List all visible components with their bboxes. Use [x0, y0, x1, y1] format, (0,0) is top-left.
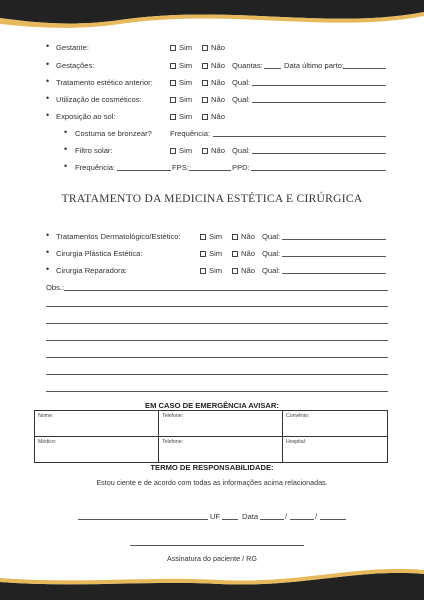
- sim-checkbox[interactable]: Sim: [170, 43, 192, 52]
- obs-line[interactable]: [46, 374, 388, 375]
- label-cosmeticos: Utilização de cosméticos:: [56, 95, 142, 104]
- sim-checkbox[interactable]: Sim: [170, 112, 192, 121]
- qual-input[interactable]: [252, 85, 386, 86]
- sim-checkbox[interactable]: Sim: [170, 146, 192, 155]
- sim-checkbox[interactable]: Sim: [170, 61, 192, 70]
- day-input[interactable]: [260, 519, 284, 520]
- sim-checkbox[interactable]: Sim: [200, 249, 222, 258]
- signature-label: Assinatura do paciente / RG: [167, 554, 257, 563]
- qual-input[interactable]: [252, 153, 386, 154]
- medico-cell[interactable]: Médico:: [35, 437, 159, 463]
- label-qual: Qual:: [232, 146, 251, 155]
- label-obs: Obs.:: [46, 283, 65, 292]
- label-ultimo-parto: Data último parto:: [284, 61, 344, 70]
- label-qual: Qual:: [232, 78, 251, 87]
- obs-line[interactable]: [46, 306, 388, 307]
- emergency-table: [34, 410, 388, 463]
- label-dermato: Tratamentos Dermatológico/Estético:: [56, 232, 181, 241]
- nome-cell[interactable]: Nome:: [35, 411, 159, 437]
- label-quantas: Quantas:: [232, 61, 263, 70]
- obs-line[interactable]: [46, 340, 388, 341]
- city-input[interactable]: [78, 519, 208, 520]
- date-slash: /: [315, 512, 318, 521]
- qual-input[interactable]: [282, 273, 386, 274]
- emergency-title: EM CASO DE EMERGÊNCIA AVISAR:: [145, 401, 279, 410]
- label-costuma-bronzear: Costuma se bronzear?: [75, 129, 152, 138]
- qual-input[interactable]: [282, 256, 386, 257]
- qual-input[interactable]: [282, 239, 386, 240]
- ultimo-parto-input[interactable]: [343, 68, 386, 69]
- sim-checkbox[interactable]: Sim: [200, 266, 222, 275]
- label-gestante: Gestante:: [56, 43, 89, 52]
- terms-title: TERMO DE RESPONSABILIDADE:: [150, 463, 274, 472]
- nao-checkbox[interactable]: Não: [202, 61, 225, 70]
- header-decoration: [0, 0, 424, 40]
- sim-checkbox[interactable]: Sim: [170, 78, 192, 87]
- section-title: TRATAMENTO DA MEDICINA ESTÉTICA E CIRÚRGICA: [61, 193, 363, 205]
- obs-line[interactable]: [46, 357, 388, 358]
- month-input[interactable]: [290, 519, 314, 520]
- convenio-cell[interactable]: Convênio:: [283, 411, 388, 437]
- label-filtro-solar: Filtro solar:: [75, 146, 113, 155]
- quantas-input[interactable]: [264, 68, 281, 69]
- label-qual: Qual:: [262, 249, 281, 258]
- nao-checkbox[interactable]: Não: [202, 43, 225, 52]
- signature-line[interactable]: [130, 545, 304, 546]
- ppd-input[interactable]: [251, 170, 386, 171]
- nao-checkbox[interactable]: Não: [232, 232, 255, 241]
- label-tratamento-anterior: Tratamento estético anterior:: [56, 78, 153, 87]
- date-slash: /: [285, 512, 288, 521]
- obs-line[interactable]: [46, 323, 388, 324]
- label-data: Data: [242, 512, 259, 521]
- label-gestacoes: Gestações:: [56, 61, 95, 70]
- telefone-cell[interactable]: Telefone:: [159, 411, 283, 437]
- fps-input[interactable]: [189, 170, 231, 171]
- obs-line[interactable]: [46, 391, 388, 392]
- label-qual: Qual:: [262, 266, 281, 275]
- nao-checkbox[interactable]: Não: [202, 95, 225, 104]
- obs-line[interactable]: [64, 290, 388, 291]
- label-reparadora: Cirurgia Reparadora:: [56, 266, 127, 275]
- label-plastica: Cirurgia Plástica Estética:: [56, 249, 143, 258]
- nao-checkbox[interactable]: Não: [232, 266, 255, 275]
- uf-input[interactable]: [222, 519, 238, 520]
- qual-input[interactable]: [252, 102, 386, 103]
- terms-text: Estou ciente e de acordo com todas as informações acima relacionadas.: [96, 478, 328, 487]
- nao-checkbox[interactable]: Não: [202, 146, 225, 155]
- label-frequencia: Frequência:: [75, 163, 116, 172]
- nao-checkbox[interactable]: Não: [202, 78, 225, 87]
- label-qual: Qual:: [262, 232, 281, 241]
- label-uf: UF: [210, 512, 221, 521]
- label-qual: Qual:: [232, 95, 251, 104]
- label-exposicao-sol: Exposição ao sol:: [56, 112, 116, 121]
- sim-checkbox[interactable]: Sim: [170, 95, 192, 104]
- telefone-cell[interactable]: Telefone:: [159, 437, 283, 463]
- frequencia-input[interactable]: [117, 170, 171, 171]
- hospital-cell[interactable]: Hospital:: [283, 437, 388, 463]
- nao-checkbox[interactable]: Não: [202, 112, 225, 121]
- sim-checkbox[interactable]: Sim: [200, 232, 222, 241]
- label-frequencia: Frequência:: [170, 129, 211, 138]
- frequencia-input[interactable]: [213, 136, 386, 137]
- nao-checkbox[interactable]: Não: [232, 249, 255, 258]
- footer-decoration: [0, 560, 424, 600]
- year-input[interactable]: [320, 519, 346, 520]
- label-ppd: PPD:: [232, 163, 250, 172]
- label-fps: FPS:: [172, 163, 189, 172]
